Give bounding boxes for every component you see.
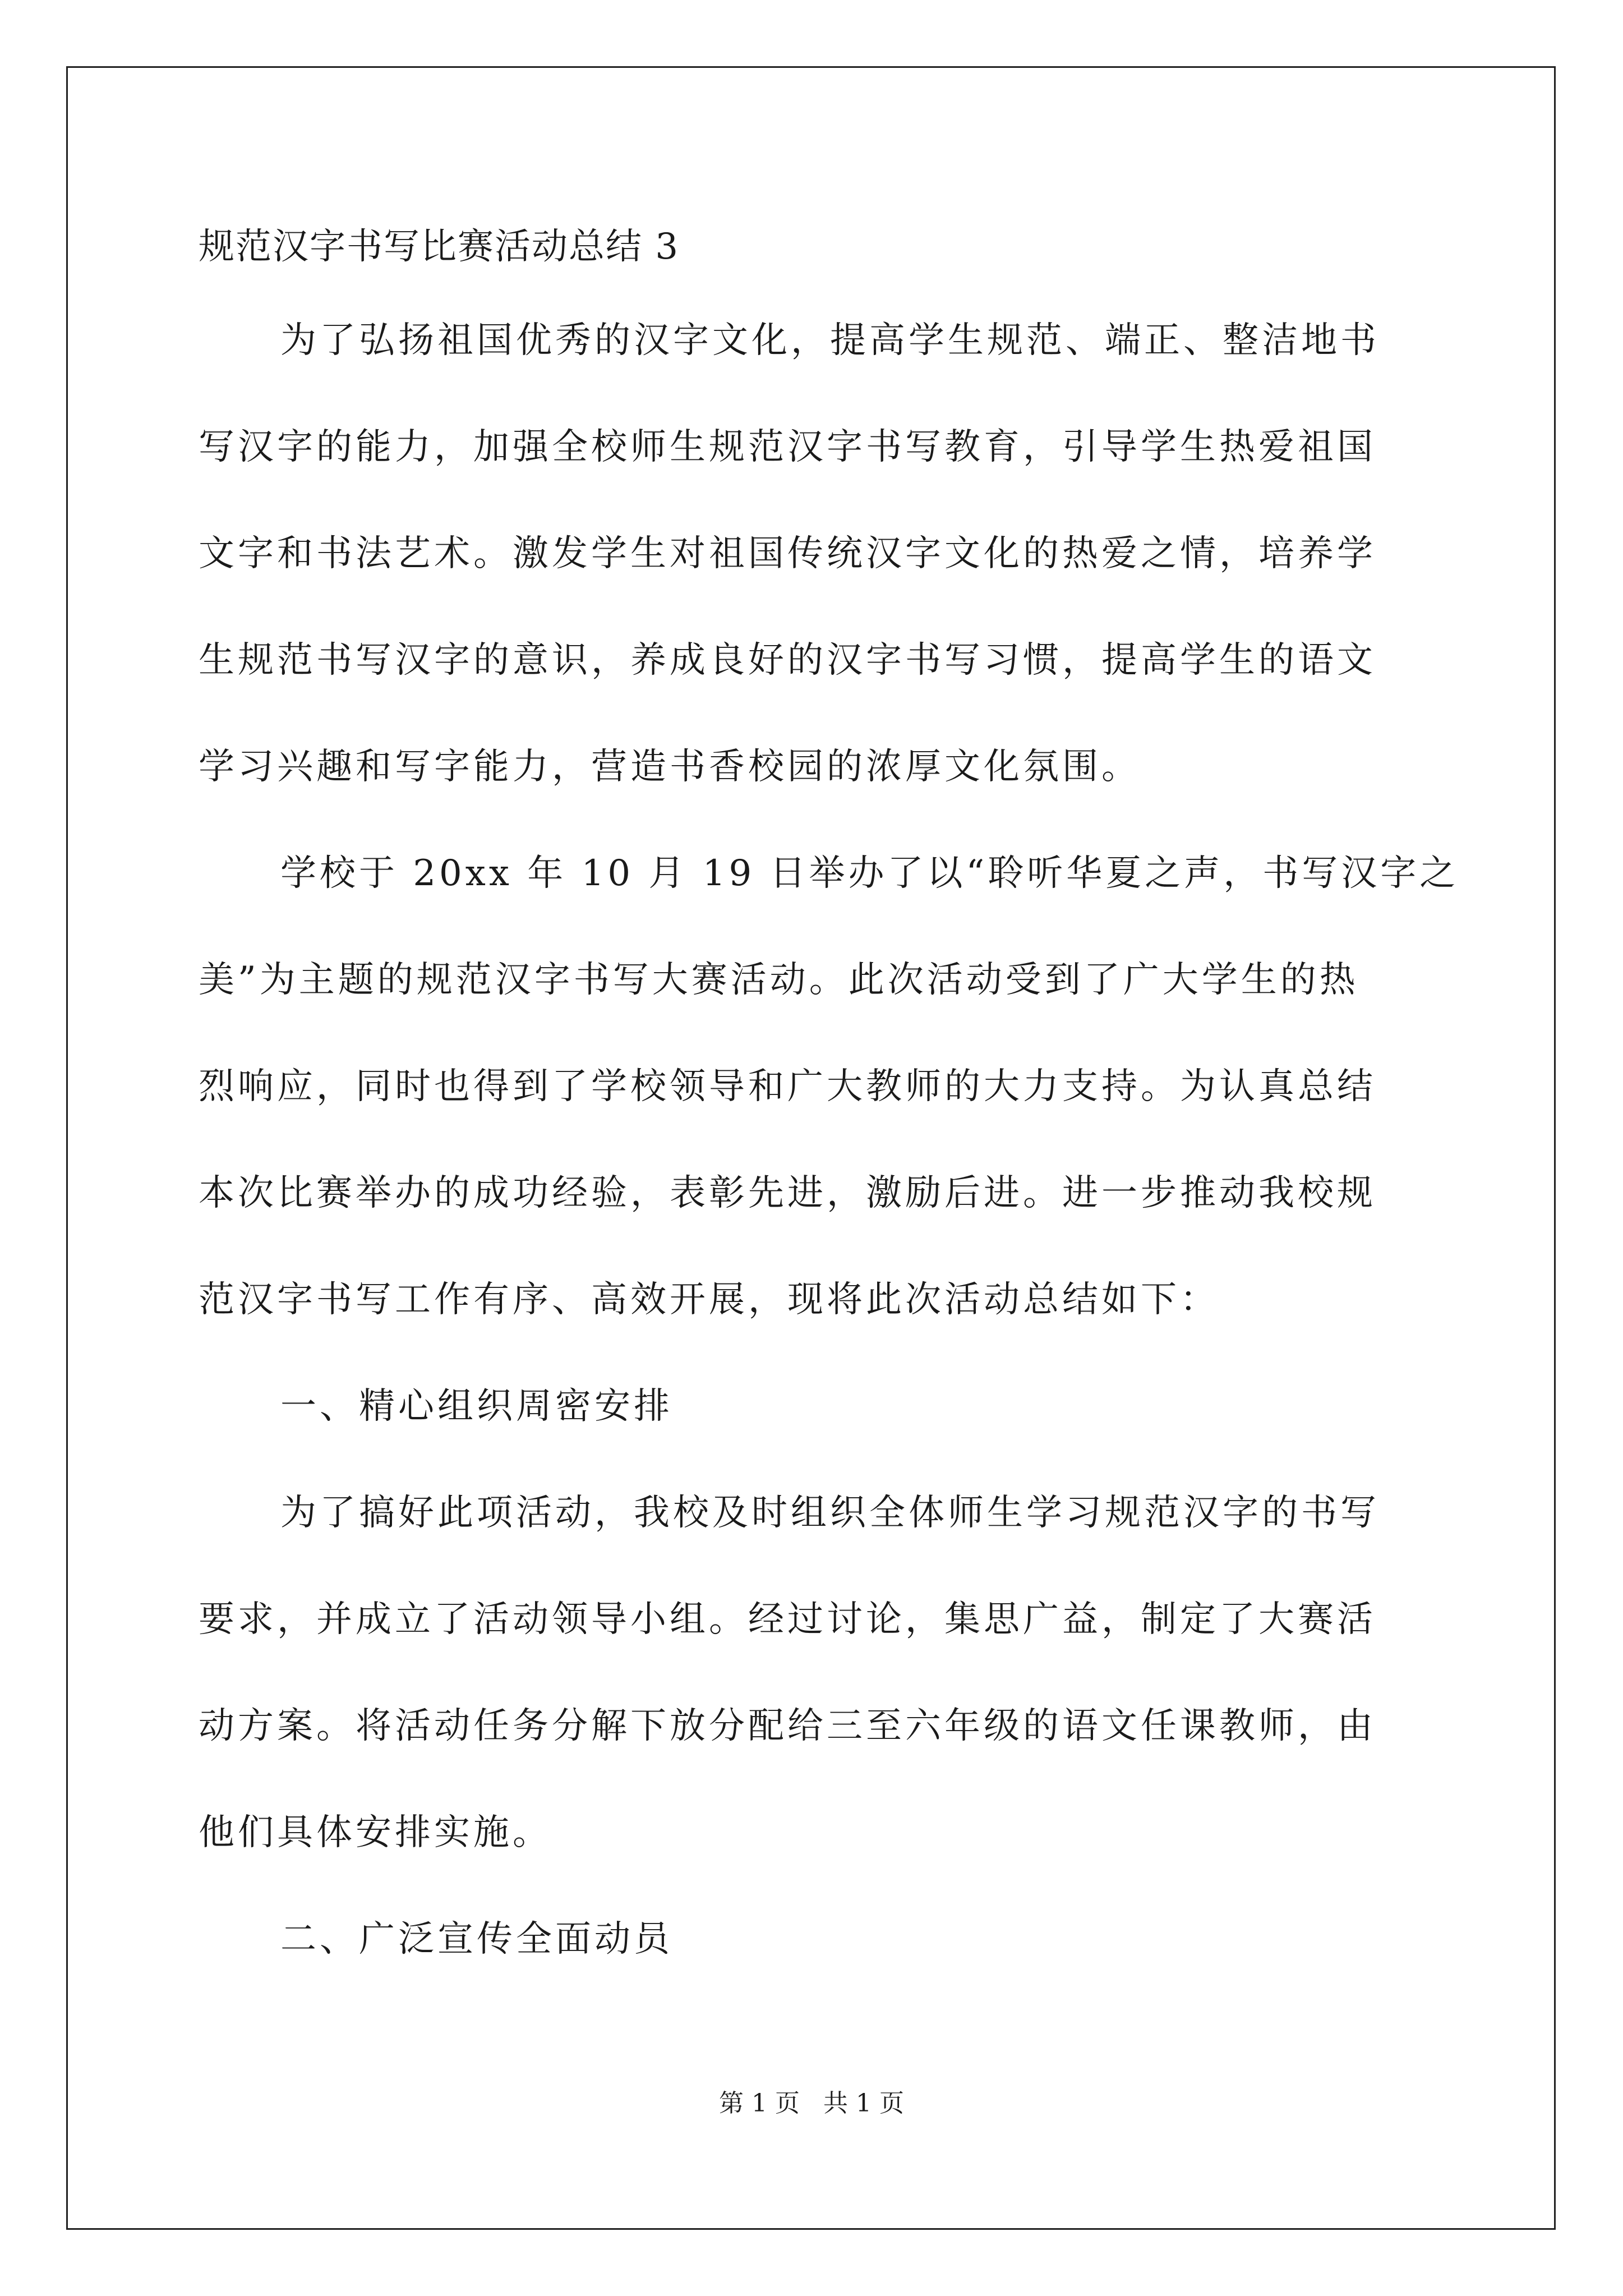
text-line: 要求，并成立了活动领导小组。经过讨论，集思广益，制定了大赛活 xyxy=(199,1599,1376,1640)
text-line: 他们具体安排实施。 xyxy=(199,1812,552,1853)
text-line: 烈响应，同时也得到了学校领导和广大教师的大力支持。为认真总结 xyxy=(199,1066,1376,1107)
text-line: 美”为主题的规范汉字书写大赛活动。此次活动受到了广大学生的热 xyxy=(199,959,1359,1001)
text-line: 动方案。将活动任务分解下放分配给三至六年级的语文任课教师，由 xyxy=(199,1705,1376,1747)
text-line: 写汉字的能力，加强全校师生规范汉字书写教育，引导学生热爱祖国 xyxy=(199,426,1376,468)
text-line: 为了弘扬祖国优秀的汉字文化，提高学生规范、端正、整洁地书 xyxy=(280,320,1380,361)
text-line: 为了搞好此项活动，我校及时组织全体师生学习规范汉字的书写 xyxy=(280,1492,1380,1534)
text-line: 文字和书法艺术。激发学生对祖国传统汉字文化的热爱之情，培养学 xyxy=(199,533,1376,574)
text-line: 学校于 20xx 年 10 月 19 日举办了以“聆听华夏之声，书写汉字之 xyxy=(280,853,1459,894)
page-border xyxy=(66,66,1556,2230)
section-heading: 二、广泛宣传全面动员 xyxy=(280,1918,673,1960)
text-line: 生规范书写汉字的意识，养成良好的汉字书写习惯，提高学生的语文 xyxy=(199,639,1376,681)
section-heading: 一、精心组织周密安排 xyxy=(280,1386,673,1427)
text-line: 范汉字书写工作有序、高效开展，现将此次活动总结如下： xyxy=(199,1279,1219,1320)
text-line: 学习兴趣和写字能力，营造书香校园的浓厚文化氛围。 xyxy=(199,746,1141,788)
text-line: 本次比赛举办的成功经验，表彰先进，激励后进。进一步推动我校规 xyxy=(199,1172,1376,1214)
page-footer: 第 1 页 共 1 页 xyxy=(719,2089,904,2118)
document-title: 规范汉字书写比赛活动总结 3 xyxy=(199,226,680,268)
